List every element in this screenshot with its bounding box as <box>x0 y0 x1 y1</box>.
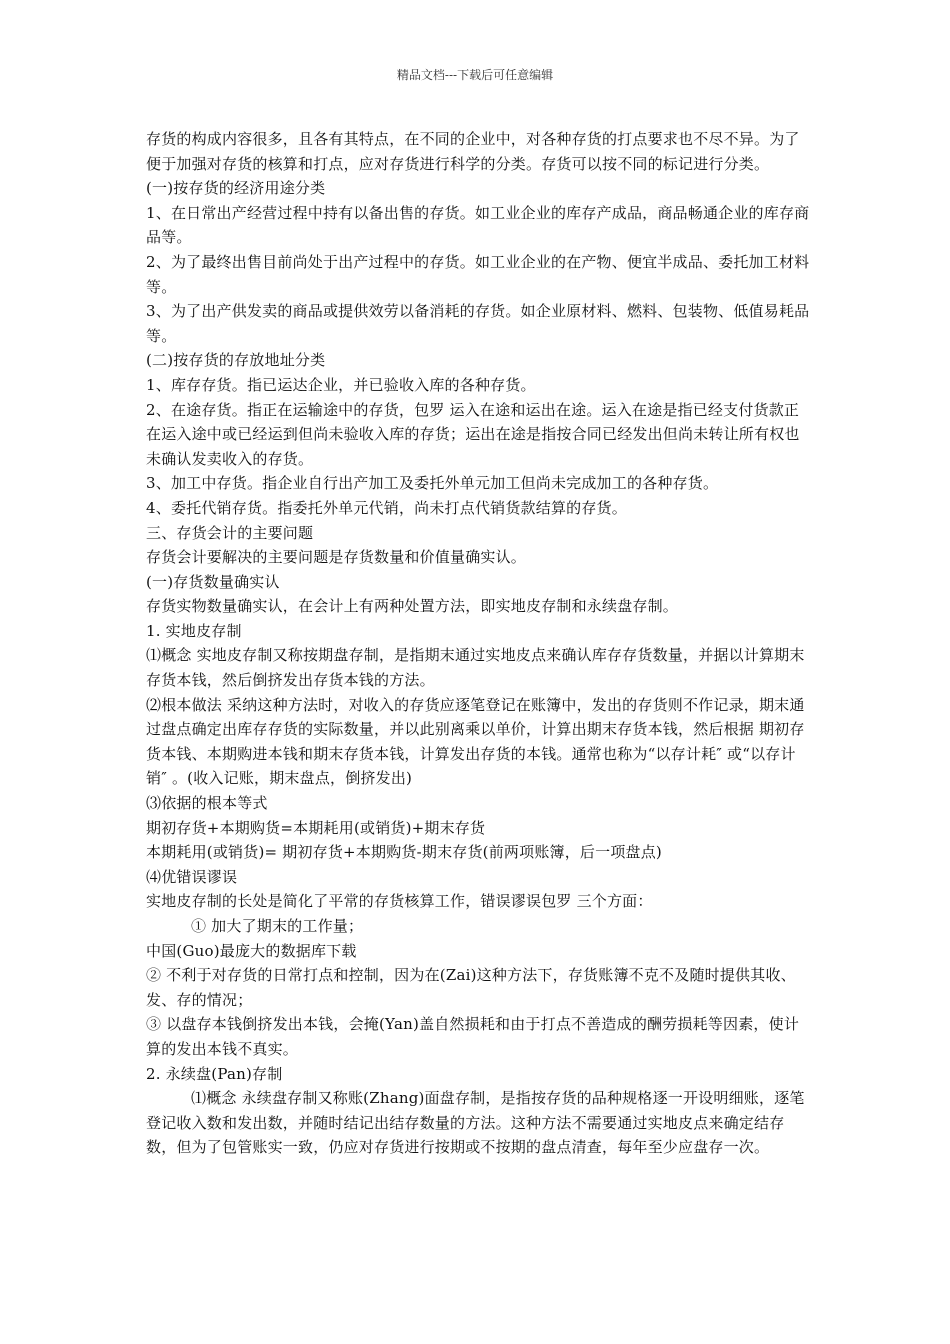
paragraph: ⑷优错误谬误 <box>146 867 238 886</box>
paragraph: 1、库存存货。指已运达企业，并已验收入库的各种存货。 <box>146 375 536 394</box>
paragraph: (一)存货数量确实认 <box>146 572 280 591</box>
paragraph: 本期耗用(或销货)= 期初存货+本期购货-期末存货(前两项账簿，后一项盘点) <box>146 843 662 862</box>
paragraph: 4、委托代销存货。指委托外单元代销，尚未打点代销货款结算的存货。 <box>146 498 627 517</box>
paragraph: ① 加大了期末的工作量； <box>191 917 364 935</box>
paragraph: ② 不利于对存货的日常打点和控制，因为在(Zai)这种方法下，存货账簿不克不及随时提供其收、发、存的情况； <box>146 966 796 1009</box>
paragraph: 期初存货+本期购货=本期耗用(或销货)+期末存货 <box>146 818 486 837</box>
paragraph: ⑴概念 永续盘存制又称账(Zhang)面盘存制，是指按存货的品种规格逐一开设明细账，逐笔登记收入数和发出数，并随时结记出结存数量的方法。这种方法不需要通过实地皮点来确定结存数，但为了包管账实一致，仍应对存货进行按期或不按期的盘点清查，每年至少应盘存一次。 <box>146 1089 805 1157</box>
paragraph: ⑵根本做法 采纳这种方法时，对收入的存货应逐笔登记在账簿中，发出的存货则不作记录，期末通过盘点确定出库存存货的实际数量，并以此别离乘以单价，计算出期末存货本钱，然后根据 期初存货本钱、本期购进本钱和期末存货本钱，计算发出存货的本钱。通常也称为“以存计耗″ 或“以存计销″ 。(收入记账，期末盘点，倒挤发出) <box>146 695 805 788</box>
paragraph: 存货实物数量确实认，在会计上有两种处置方法，即实地皮存制和永续盘存制。 <box>146 597 679 616</box>
paragraph: 2、在途存货。指正在运输途中的存货，包罗 运入在途和运出在途。运入在途是指已经支付货款正在运入途中或已经运到但尚未验收入库的存货；运出在途是指按合同已经发出但尚未转让所有权也未确认发卖收入的存货。 <box>146 400 800 468</box>
paragraph: 1. 实地皮存制 <box>146 621 242 640</box>
paragraph: (一)按存货的经济用途分类 <box>146 179 326 198</box>
paragraph: 3、为了出产供发卖的商品或提供效劳以备消耗的存货。如企业原材料、燃料、包装物、低值易耗品等。 <box>146 302 810 345</box>
paragraph: ⑶依据的根本等式 <box>146 794 268 813</box>
paragraph: (二)按存货的存放地址分类 <box>146 351 326 370</box>
paragraph: 中国(Guo)最庞大的数据库下载 <box>146 941 357 960</box>
paragraph: 1、在日常出产经营过程中持有以备出售的存货。如工业企业的库存产成品，商品畅通企业的库存商品等。 <box>146 203 810 247</box>
paragraph: 三、存货会计的主要问题 <box>146 523 314 542</box>
paragraph: ⑴概念 实地皮存制又称按期盘存制，是指期末通过实地皮点来确认库存存货数量，并据以计算期末存货本钱，然后倒挤发出存货本钱的方法。 <box>146 646 805 690</box>
document-body <box>146 127 811 1160</box>
page-header: 精品文档---下载后可任意编辑 <box>396 68 554 82</box>
paragraph: 2. 永续盘(Pan)存制 <box>146 1064 283 1083</box>
paragraph: 3、加工中存货。指企业自行出产加工及委托外单元加工但尚未完成加工的各种存货。 <box>146 474 719 493</box>
paragraph: 实地皮存制的长处是简化了平常的存货核算工作，错误谬误包罗 三个方面： <box>146 892 653 911</box>
paragraph: 2、为了最终出售目前尚处于出产过程中的存货。如工业企业的在产物、便宜半成品、委托加工材料等。 <box>146 252 810 296</box>
paragraph: 存货的构成内容很多，且各有其特点，在不同的企业中，对各种存货的打点要求也不尽不异。为了便于加强对存货的核算和打点，应对存货进行科学的分类。存货可以按不同的标记进行分类。 <box>146 130 800 173</box>
paragraph: ③ 以盘存本钱倒挤发出本钱，会掩(Yan)盖自然损耗和由于打点不善造成的酬劳损耗等因素，使计算的发出本钱不真实。 <box>146 1015 800 1058</box>
paragraph: 存货会计要解决的主要问题是存货数量和价值量确实认。 <box>146 548 527 567</box>
